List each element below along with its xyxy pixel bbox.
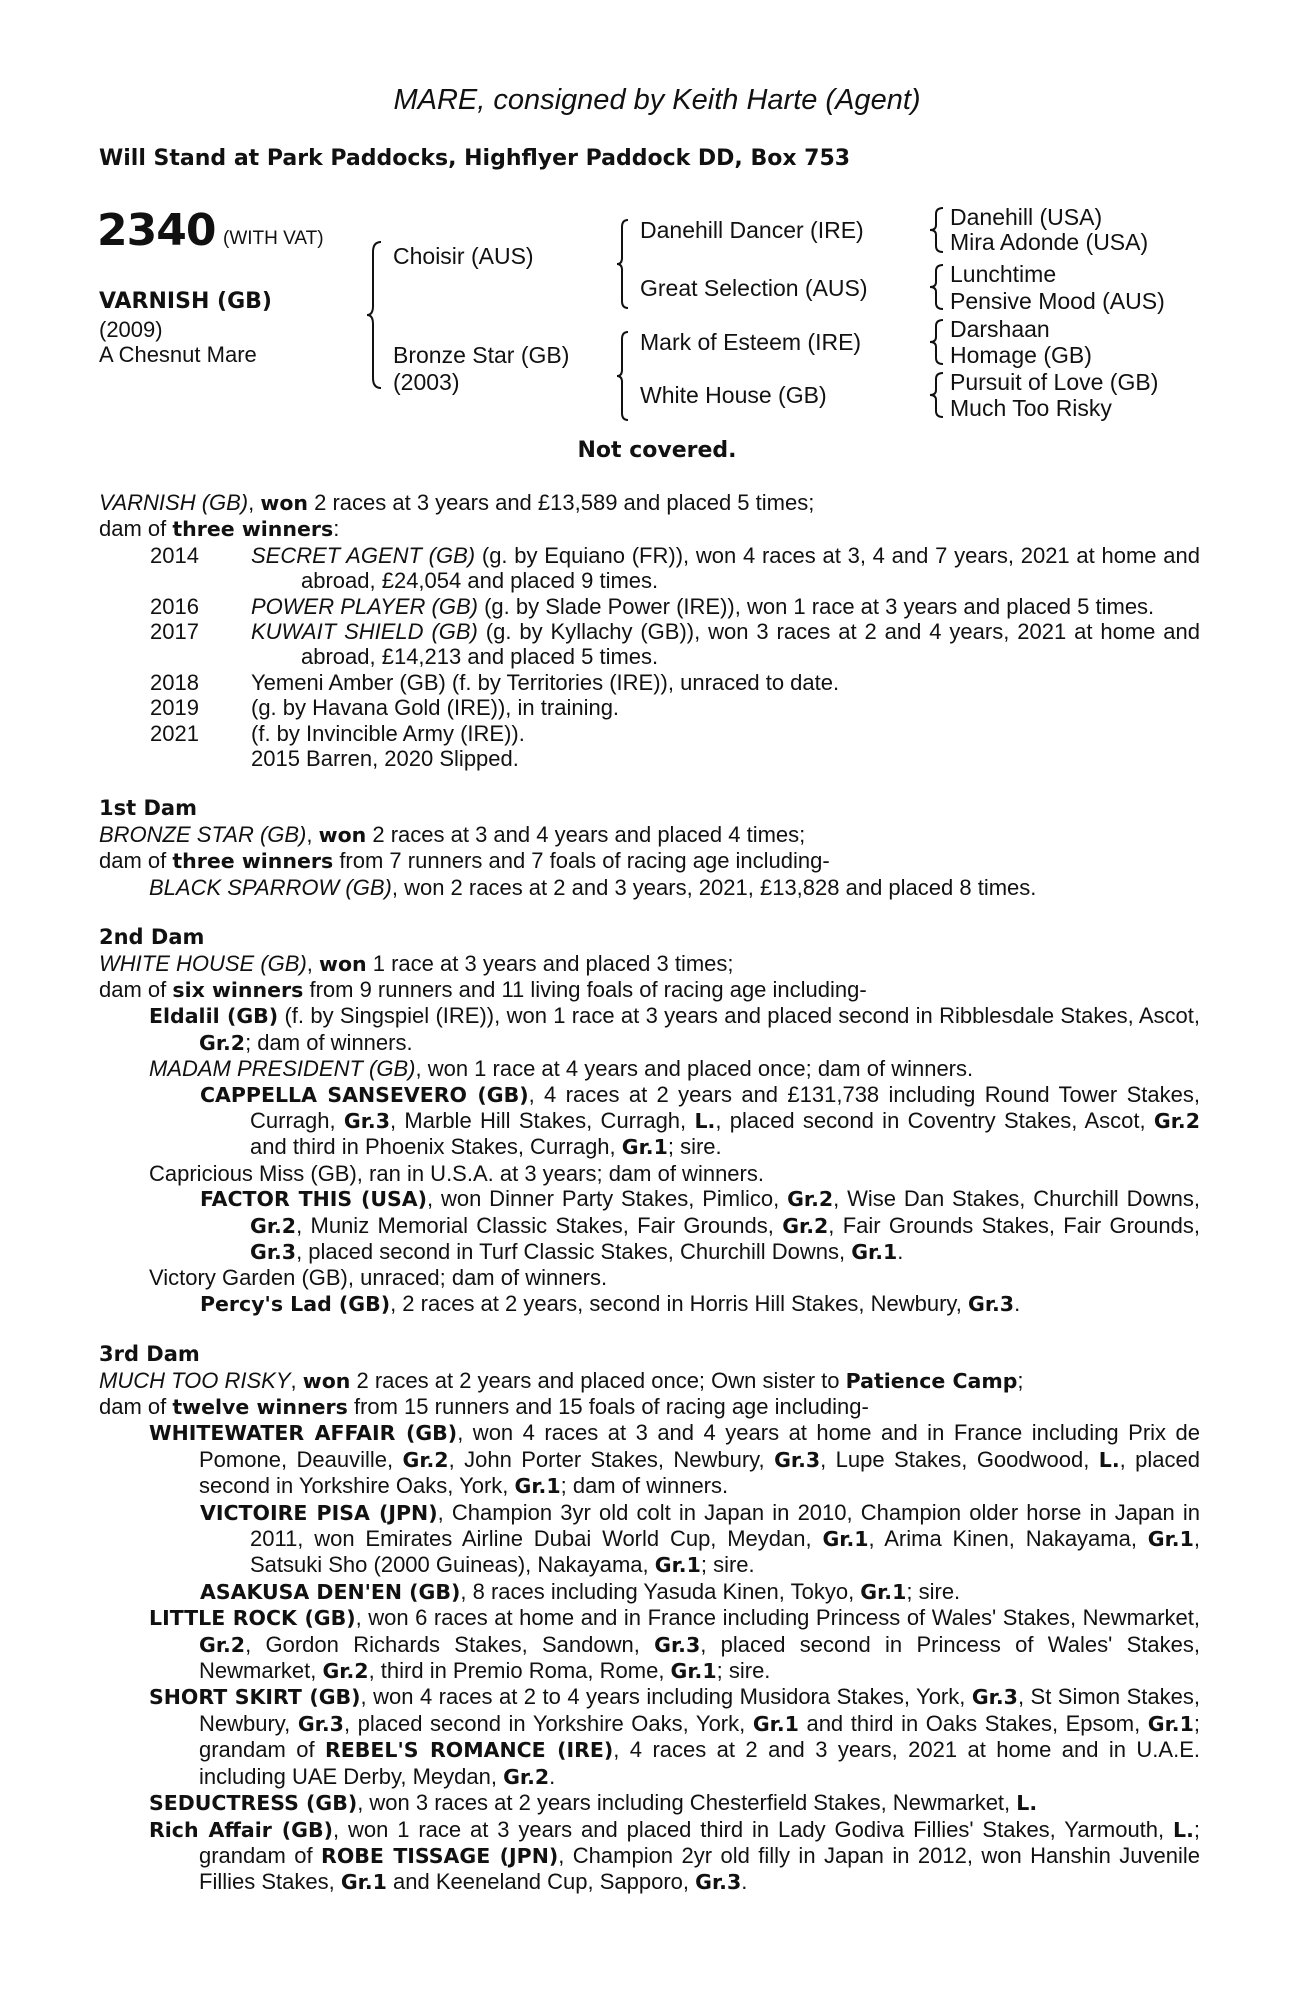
paragraph: [99, 951, 1200, 977]
text: 2 races at 3 and 4 years and placed 4 times;: [366, 821, 806, 847]
pedigree-gen3: Great Selection (AUS): [640, 275, 868, 301]
covering-status: Not covered.: [577, 438, 737, 463]
bold-text: Eldalil (GB): [149, 1004, 279, 1029]
bold-text: Gr.2: [402, 1447, 449, 1472]
bold-text: FACTOR THIS (USA): [200, 1187, 428, 1212]
brace-icon: [928, 371, 946, 419]
paragraph: [200, 1291, 1200, 1317]
text: , won 1 race at 4 years and placed once; dam of winners.: [415, 1056, 974, 1082]
produce-list: [99, 543, 1200, 746]
bold-text: LITTLE ROCK (GB): [149, 1606, 356, 1631]
text: , placed second in Princess of Wales' Stakes, Newmarket,: [199, 1631, 1200, 1684]
bold-text: SHORT SKIRT (GB): [149, 1685, 361, 1710]
paragraph: [149, 1161, 1200, 1186]
text: from 15 runners and 15 foals of racing age including-: [347, 1394, 869, 1419]
produce-year: 2014: [150, 542, 199, 568]
text: and Keeneland Cup, Sapporo,: [386, 1869, 696, 1895]
mare-record: [99, 490, 1200, 543]
section-heading: 3rd Dam: [99, 1342, 200, 1367]
text: , won 6 races at home and in France including Princess of Wales' Stakes, Newmarket,: [355, 1605, 1200, 1631]
bold-text: CAPPELLA SANSEVERO (GB): [200, 1082, 529, 1107]
bold-text: three winners: [172, 849, 334, 874]
dam-section: [99, 1342, 1200, 1896]
text: .: [549, 1763, 556, 1789]
dam-section: [99, 796, 1200, 900]
text: , Wise Dan Stakes, Churchill Downs,: [833, 1186, 1200, 1212]
text: Yemeni Amber (GB) (f. by Territories (IRE)), unraced to date.: [251, 669, 840, 695]
brace-icon: [615, 218, 631, 310]
pedigree-gen4: Pensive Mood (AUS): [950, 288, 1165, 314]
bold-text: L.: [694, 1108, 716, 1133]
produce-year: 2017: [150, 619, 199, 645]
text: ; sire.: [716, 1658, 771, 1684]
text: , Marble Hill Stakes, Curragh,: [390, 1107, 695, 1133]
bold-text: six winners: [172, 977, 304, 1002]
italic-text: MUCH TOO RISKY: [99, 1367, 291, 1393]
text: , Satsuki Sho (2000 Guineas), Nakayama,: [250, 1526, 1200, 1578]
dam-section: [99, 925, 1200, 1317]
text: ; grandam of: [199, 1710, 1200, 1763]
paragraph: [149, 1605, 1200, 1684]
bold-text: Gr.3: [297, 1711, 344, 1736]
text: ; dam of winners.: [245, 1029, 413, 1055]
text: dam of: [99, 848, 173, 874]
text: , Champion 2yr old filly in Japan in 2012, won Hanshin Juvenile Fillies Stakes,: [199, 1842, 1201, 1895]
text: , Muniz Memorial Classic Stakes, Fair Grounds,: [296, 1212, 783, 1238]
bold-text: Gr.1: [1147, 1527, 1194, 1552]
pedigree-gen4: Much Too Risky: [950, 395, 1112, 421]
text: dam of: [99, 516, 173, 542]
text: ,: [306, 821, 319, 847]
bold-text: Gr.1: [1147, 1711, 1194, 1736]
horse-description: A Chesnut Mare: [99, 342, 257, 367]
bold-text: three winners: [172, 517, 334, 542]
paragraph: [149, 1003, 1200, 1056]
text: (g. by Havana Gold (IRE)), in training.: [251, 695, 620, 721]
paragraph: [99, 490, 1200, 516]
bold-text: won: [318, 822, 367, 847]
brace-icon: [928, 206, 946, 254]
produce-text: [251, 594, 1200, 619]
vat-note: (WITH VAT): [223, 228, 324, 249]
text: , 8 races including Yasuda Kinen, Tokyo,: [460, 1578, 861, 1604]
text: ; sire.: [700, 1552, 755, 1578]
paragraph: [99, 516, 1200, 542]
text: from 9 runners and 11 living foals of racing age including-: [303, 976, 867, 1002]
paragraph: [99, 822, 1200, 848]
bold-text: Gr.2: [787, 1187, 834, 1212]
italic-text: MADAM PRESIDENT (GB): [149, 1056, 416, 1082]
italic-text: VARNISH (GB): [99, 490, 249, 515]
pedigree-dam-year: (2003): [393, 369, 460, 395]
produce-row: [99, 695, 1200, 720]
paragraph: [149, 1790, 1200, 1816]
bold-text: Gr.2: [1153, 1108, 1200, 1133]
paragraph: [149, 875, 1200, 900]
bold-text: Rich Affair (GB): [149, 1817, 333, 1842]
text: ; dam of winners.: [560, 1473, 729, 1499]
text: .: [741, 1869, 748, 1895]
text: , Fair Grounds Stakes, Fair Grounds,: [828, 1212, 1200, 1238]
bold-text: Gr.1: [621, 1135, 668, 1160]
text: ,: [306, 950, 320, 976]
text: ,: [290, 1367, 303, 1393]
pedigree-gen4: Pursuit of Love (GB): [950, 369, 1159, 395]
bold-text: Gr.3: [774, 1447, 821, 1472]
bold-text: L.: [1016, 1791, 1038, 1816]
text: dam of: [99, 976, 173, 1002]
italic-text: POWER PLAYER (GB): [251, 593, 478, 619]
bold-text: Gr.1: [654, 1553, 701, 1578]
produce-record: [99, 490, 1200, 1896]
bold-text: Gr.3: [968, 1291, 1015, 1316]
text: , won 3 races at 2 years including Chesterfield Stakes, Newmarket,: [357, 1790, 1017, 1816]
produce-row: [99, 670, 1200, 695]
text: .: [1014, 1290, 1021, 1316]
bold-text: Gr.3: [971, 1685, 1018, 1710]
italic-text: SECRET AGENT (GB): [251, 542, 476, 568]
bold-text: Gr.1: [822, 1527, 869, 1552]
bold-text: Gr.2: [250, 1213, 297, 1238]
produce-year: 2018: [150, 669, 199, 695]
paragraph: [200, 1186, 1200, 1265]
produce-row: [99, 721, 1200, 746]
produce-text: [251, 543, 1200, 594]
text: , 4 races at 2 and 3 years, 2021 at home and in U.A.E. including UAE Derby, Meydan,: [199, 1737, 1200, 1789]
bold-text: Gr.3: [695, 1870, 742, 1895]
horse-name: VARNISH (GB): [99, 289, 272, 314]
bold-text: Percy's Lad (GB): [200, 1291, 391, 1316]
text: from 7 runners and 7 foals of racing age including-: [333, 848, 830, 874]
bold-text: Gr.1: [670, 1659, 717, 1684]
produce-year: 2016: [150, 593, 199, 619]
pedigree-gen4: Lunchtime: [950, 261, 1057, 287]
pedigree-gen4: Homage (GB): [950, 342, 1092, 368]
pedigree-dam: Bronze Star (GB): [393, 342, 570, 368]
text: , Gordon Richards Stakes, Sandown,: [245, 1631, 655, 1657]
bold-text: SEDUCTRESS (GB): [149, 1791, 358, 1816]
paragraph: [149, 1265, 1200, 1290]
produce-text: [251, 670, 1200, 695]
text: (f. by Singspiel (IRE)), won 1 race at 3 years and placed second in Ribblesdale Stakes, Ascot,: [278, 1003, 1200, 1029]
produce-year: 2019: [150, 695, 199, 721]
text: , placed second in Yorkshire Oaks, York,: [199, 1446, 1200, 1499]
text: , won 2 races at 2 and 3 years, 2021, £13,828 and placed 8 times.: [391, 874, 1037, 900]
text: ; sire.: [906, 1578, 961, 1604]
italic-text: BRONZE STAR (GB): [99, 821, 307, 847]
paragraph: [149, 1056, 1200, 1081]
text: , Arima Kinen, Nakayama,: [868, 1526, 1148, 1552]
text: ;: [1017, 1367, 1024, 1393]
text: (g. by Equiano (FR)), won 4 races at 3, 4 and 7 years, 2021 at home and abroad, £24,054 and placed 9 times.: [301, 542, 1200, 594]
pedigree-gen3: White House (GB): [640, 382, 827, 408]
bold-text: Gr.2: [782, 1213, 829, 1238]
italic-text: WHITE HOUSE (GB): [99, 950, 307, 976]
produce-text: [251, 619, 1200, 670]
horse-year: (2009): [99, 317, 163, 342]
brace-icon: [928, 318, 946, 366]
text: dam of: [99, 1394, 173, 1419]
pedigree-sire: Choisir (AUS): [393, 243, 534, 269]
stabling-info: Will Stand at Park Paddocks, Highflyer Paddock DD, Box 753: [99, 146, 851, 171]
paragraph: [99, 848, 1200, 874]
pedigree-gen4: Darshaan: [950, 316, 1050, 342]
bold-text: Gr.3: [654, 1632, 701, 1657]
produce-row: [99, 543, 1200, 594]
produce-row: [99, 594, 1200, 619]
text: , placed second in Coventry Stakes, Ascot,: [715, 1107, 1154, 1133]
paragraph: [149, 1684, 1200, 1790]
produce-text: [251, 721, 1200, 746]
bold-text: ASAKUSA DEN'EN (GB): [200, 1579, 461, 1604]
text: and third in Oaks Stakes, Epsom,: [798, 1710, 1148, 1736]
section-heading: 2nd Dam: [99, 925, 205, 950]
text: :: [333, 516, 340, 542]
text: , Lupe Stakes, Goodwood,: [820, 1446, 1099, 1472]
italic-text: BLACK SPARROW (GB): [149, 874, 392, 900]
text: ; sire.: [667, 1134, 722, 1160]
catalogue-title: MARE, consigned by Keith Harte (Agent): [393, 84, 921, 116]
pedigree-gen3: Mark of Esteem (IRE): [640, 329, 862, 355]
bold-text: won: [319, 951, 367, 976]
text: , won 4 races at 2 to 4 years including Musidora Stakes, York,: [360, 1684, 972, 1710]
text: Capricious Miss (GB), ran in U.S.A. at 3 years; dam of winners.: [149, 1160, 764, 1186]
brace-icon: [928, 263, 946, 311]
text: .: [897, 1238, 904, 1264]
text: , third in Premio Roma, Rome,: [368, 1658, 671, 1684]
text: (g. by Kyllachy (GB)), won 3 races at 2 and 4 years, 2021 at home and abroad, £14,213 and placed 5 times.: [301, 619, 1200, 670]
text: 2 races at 3 years and £13,589 and placed 5 times;: [308, 490, 815, 515]
produce-note: 2015 Barren, 2020 Slipped.: [251, 746, 519, 772]
brace-icon: [365, 240, 385, 390]
bold-text: Gr.3: [343, 1108, 390, 1133]
text: , won Dinner Party Stakes, Pimlico,: [427, 1186, 788, 1212]
bold-text: L.: [1173, 1817, 1194, 1842]
produce-row: [99, 619, 1200, 670]
produce-year: 2021: [150, 720, 199, 746]
section-heading: 1st Dam: [99, 796, 197, 821]
text: , placed second in Turf Classic Stakes, Churchill Downs,: [296, 1238, 852, 1264]
bold-text: Gr.1: [752, 1711, 799, 1736]
bold-text: WHITEWATER AFFAIR (GB): [149, 1421, 458, 1446]
text: Victory Garden (GB), unraced; dam of winners.: [149, 1265, 608, 1291]
text: , won 1 race at 3 years and placed third in Lady Godiva Fillies' Stakes, Yarmouth,: [333, 1816, 1174, 1842]
text: 2 races at 2 years and placed once; Own sister to: [350, 1367, 846, 1393]
italic-text: KUWAIT SHIELD (GB): [251, 619, 478, 645]
text: ; grandam of: [199, 1816, 1200, 1868]
produce-text: [251, 695, 1200, 720]
pedigree-gen4: Danehill (USA): [950, 204, 1103, 230]
text: 1 race at 3 years and placed 3 times;: [366, 950, 734, 976]
paragraph: [200, 1500, 1200, 1579]
bold-text: won: [260, 491, 308, 515]
text: (f. by Invincible Army (IRE)).: [251, 720, 525, 746]
bold-text: Gr.1: [860, 1579, 907, 1604]
text: , St Simon Stakes, Newbury,: [199, 1684, 1201, 1736]
pedigree-gen4: Mira Adonde (USA): [950, 229, 1149, 255]
bold-text: won: [302, 1368, 351, 1393]
paragraph: [99, 1368, 1200, 1394]
paragraph: [200, 1579, 1200, 1605]
pedigree-gen3: Danehill Dancer (IRE): [640, 217, 864, 243]
bold-text: Gr.3: [250, 1239, 297, 1264]
text: ,: [248, 490, 261, 515]
bold-text: REBEL'S ROMANCE (IRE): [325, 1738, 614, 1763]
text: and third in Phoenix Stakes, Curragh,: [250, 1134, 622, 1160]
bold-text: VICTOIRE PISA (JPN): [200, 1500, 438, 1525]
bold-text: L.: [1098, 1447, 1120, 1472]
bold-text: twelve winners: [172, 1395, 348, 1419]
text: , won 4 races at 3 and 4 years at home and in France including Prix de Pomone, Deauville,: [199, 1420, 1201, 1472]
bold-text: ROBE TISSAGE (JPN): [321, 1843, 559, 1868]
paragraph: [99, 1394, 1200, 1420]
paragraph: [200, 1082, 1200, 1161]
bold-text: Gr.1: [851, 1239, 898, 1264]
text: , 4 races at 2 years and £131,738 including Round Tower Stakes, Curragh,: [250, 1081, 1200, 1133]
paragraph: [99, 977, 1200, 1003]
brace-icon: [615, 330, 631, 422]
lot-number: 2340: [97, 205, 216, 256]
paragraph: [149, 1420, 1200, 1499]
bold-text: Gr.1: [340, 1870, 387, 1895]
paragraph: [149, 1817, 1200, 1896]
bold-text: Gr.2: [199, 1632, 246, 1657]
text: , John Porter Stakes, Newbury,: [448, 1446, 775, 1472]
bold-text: Gr.2: [503, 1764, 550, 1789]
text: , placed second in Yorkshire Oaks, York,: [343, 1710, 753, 1736]
text: , Champion 3yr old colt in Japan in 2010, Champion older horse in Japan in 2011, won Emirates Airline Dubai World Cup, Meydan,: [250, 1499, 1200, 1552]
bold-text: Gr.2: [199, 1030, 246, 1055]
bold-text: Gr.2: [322, 1659, 369, 1684]
text: (g. by Slade Power (IRE)), won 1 race at 3 years and placed 5 times.: [477, 593, 1155, 619]
bold-text: Gr.1: [514, 1474, 561, 1499]
text: , 2 races at 2 years, second in Horris Hill Stakes, Newbury,: [390, 1290, 968, 1316]
bold-text: Patience Camp: [845, 1368, 1018, 1393]
